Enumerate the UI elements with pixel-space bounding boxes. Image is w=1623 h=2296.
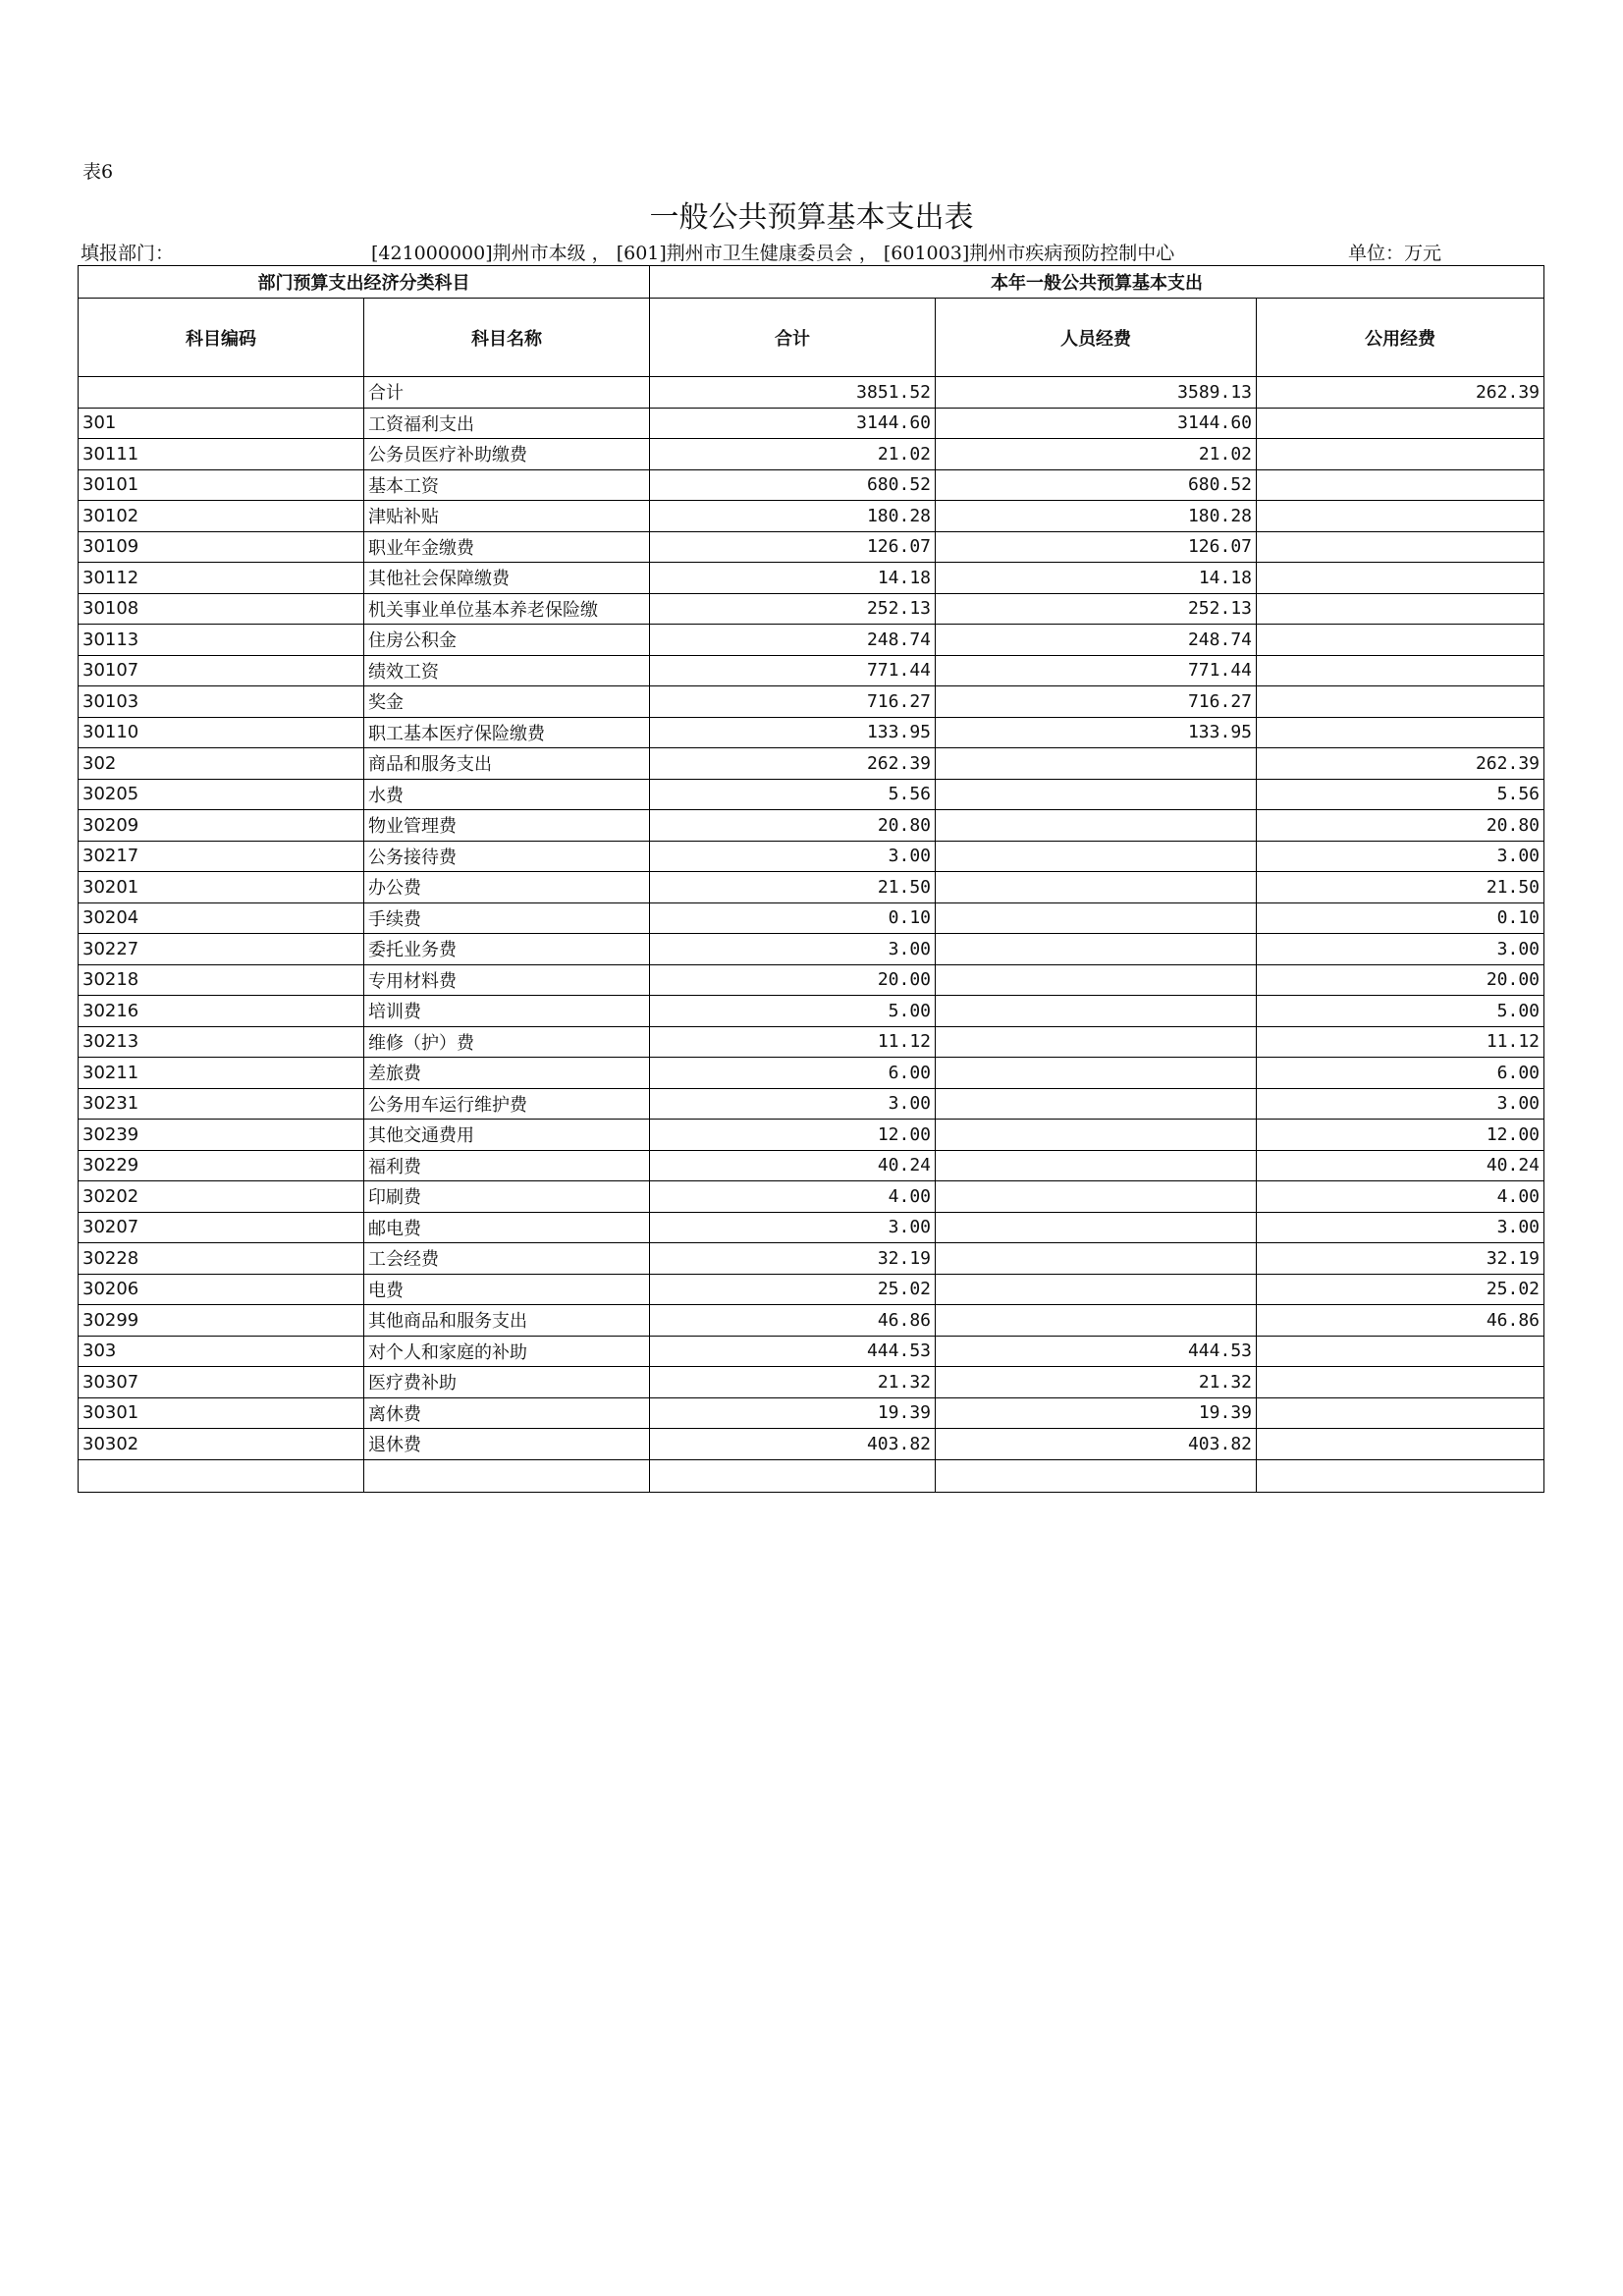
cell-code: 30231 xyxy=(79,1088,364,1120)
cell-public: 0.10 xyxy=(1257,902,1544,934)
cell-personnel xyxy=(936,902,1257,934)
cell-personnel: 716.27 xyxy=(936,686,1257,718)
cell-public xyxy=(1257,408,1544,439)
table-row xyxy=(79,964,1544,996)
cell-public xyxy=(1257,563,1544,594)
cell-total: 14.18 xyxy=(650,563,936,594)
cell-public: 25.02 xyxy=(1257,1274,1544,1305)
cell-personnel: 126.07 xyxy=(936,531,1257,563)
cell-total: 32.19 xyxy=(650,1243,936,1275)
cell-public xyxy=(1257,1397,1544,1429)
cell-personnel: 771.44 xyxy=(936,655,1257,686)
table-row xyxy=(79,1026,1544,1058)
table-row xyxy=(79,1058,1544,1089)
cell-name: 物业管理费 xyxy=(364,810,650,842)
budget-table xyxy=(78,265,1544,1493)
col-header-public: 公用经费 xyxy=(1257,299,1544,377)
cell-total: 21.32 xyxy=(650,1367,936,1398)
cell-code: 30109 xyxy=(79,531,364,563)
cell-total: 19.39 xyxy=(650,1397,936,1429)
cell-total: 20.80 xyxy=(650,810,936,842)
table-row xyxy=(79,501,1544,532)
cell-total: 262.39 xyxy=(650,748,936,780)
cell-public xyxy=(1257,531,1544,563)
cell-code: 30207 xyxy=(79,1212,364,1243)
cell-total: 3.00 xyxy=(650,934,936,965)
table-number: 表6 xyxy=(82,161,114,183)
cell-name: 差旅费 xyxy=(364,1058,650,1089)
cell-personnel: 248.74 xyxy=(936,625,1257,656)
cell-empty xyxy=(364,1459,650,1492)
table-row xyxy=(79,408,1544,439)
cell-total: 133.95 xyxy=(650,717,936,748)
cell-total: 21.50 xyxy=(650,872,936,903)
cell-name: 委托业务费 xyxy=(364,934,650,965)
cell-name: 电费 xyxy=(364,1274,650,1305)
cell-code: 30227 xyxy=(79,934,364,965)
table-row xyxy=(79,1397,1544,1429)
cell-name: 退休费 xyxy=(364,1429,650,1460)
cell-personnel xyxy=(936,996,1257,1027)
cell-code: 30206 xyxy=(79,1274,364,1305)
cell-total: 716.27 xyxy=(650,686,936,718)
cell-public: 3.00 xyxy=(1257,1088,1544,1120)
cell-code: 303 xyxy=(79,1336,364,1367)
table-row xyxy=(79,625,1544,656)
cell-code: 30202 xyxy=(79,1181,364,1213)
cell-code: 30239 xyxy=(79,1120,364,1151)
cell-code: 30201 xyxy=(79,872,364,903)
cell-personnel xyxy=(936,1305,1257,1337)
cell-total: 46.86 xyxy=(650,1305,936,1337)
table-row xyxy=(79,655,1544,686)
cell-name: 公务员医疗补助缴费 xyxy=(364,439,650,470)
cell-total: 6.00 xyxy=(650,1058,936,1089)
cell-total: 25.02 xyxy=(650,1274,936,1305)
cell-public: 3.00 xyxy=(1257,841,1544,872)
cell-name: 手续费 xyxy=(364,902,650,934)
cell-public: 20.00 xyxy=(1257,964,1544,996)
cell-personnel: 133.95 xyxy=(936,717,1257,748)
cell-public: 20.80 xyxy=(1257,810,1544,842)
table-row xyxy=(79,779,1544,810)
cell-public: 11.12 xyxy=(1257,1026,1544,1058)
cell-name: 合计 xyxy=(364,377,650,409)
cell-code: 30299 xyxy=(79,1305,364,1337)
table-body xyxy=(79,377,1544,1493)
table-row xyxy=(79,1120,1544,1151)
cell-empty xyxy=(1257,1459,1544,1492)
cell-total: 403.82 xyxy=(650,1429,936,1460)
cell-public: 262.39 xyxy=(1257,377,1544,409)
cell-name: 邮电费 xyxy=(364,1212,650,1243)
table-row xyxy=(79,531,1544,563)
table-row-blank xyxy=(79,1459,1544,1492)
cell-total: 3851.52 xyxy=(650,377,936,409)
cell-name: 绩效工资 xyxy=(364,655,650,686)
cell-name: 奖金 xyxy=(364,686,650,718)
cell-code: 30213 xyxy=(79,1026,364,1058)
cell-empty xyxy=(936,1459,1257,1492)
cell-public xyxy=(1257,625,1544,656)
cell-public: 262.39 xyxy=(1257,748,1544,780)
cell-total: 20.00 xyxy=(650,964,936,996)
table-row xyxy=(79,1212,1544,1243)
cell-code: 30204 xyxy=(79,902,364,934)
table-row xyxy=(79,686,1544,718)
cell-code: 30209 xyxy=(79,810,364,842)
table-row xyxy=(79,810,1544,842)
cell-total: 4.00 xyxy=(650,1181,936,1213)
cell-public: 3.00 xyxy=(1257,1212,1544,1243)
cell-public xyxy=(1257,439,1544,470)
cell-total: 3.00 xyxy=(650,1212,936,1243)
cell-public: 12.00 xyxy=(1257,1120,1544,1151)
cell-total: 0.10 xyxy=(650,902,936,934)
cell-code: 30107 xyxy=(79,655,364,686)
unit-label: 单位：万元 xyxy=(1348,243,1442,264)
cell-name: 对个人和家庭的补助 xyxy=(364,1336,650,1367)
cell-personnel xyxy=(936,1243,1257,1275)
cell-code: 30216 xyxy=(79,996,364,1027)
cell-personnel: 180.28 xyxy=(936,501,1257,532)
cell-public xyxy=(1257,655,1544,686)
cell-public: 4.00 xyxy=(1257,1181,1544,1213)
cell-code: 30228 xyxy=(79,1243,364,1275)
cell-total: 444.53 xyxy=(650,1336,936,1367)
cell-personnel xyxy=(936,1026,1257,1058)
table-row xyxy=(79,902,1544,934)
cell-code: 30108 xyxy=(79,593,364,625)
table-row xyxy=(79,1150,1544,1181)
cell-code: 30101 xyxy=(79,469,364,501)
col-header-personnel: 人员经费 xyxy=(936,299,1257,377)
cell-public xyxy=(1257,1367,1544,1398)
table-row xyxy=(79,1274,1544,1305)
cell-code: 30113 xyxy=(79,625,364,656)
cell-personnel: 19.39 xyxy=(936,1397,1257,1429)
cell-name: 住房公积金 xyxy=(364,625,650,656)
cell-public xyxy=(1257,1429,1544,1460)
cell-total: 680.52 xyxy=(650,469,936,501)
cell-code: 30229 xyxy=(79,1150,364,1181)
dept-label: 填报部门： xyxy=(81,243,175,264)
cell-code: 30112 xyxy=(79,563,364,594)
table-row xyxy=(79,841,1544,872)
cell-name: 专用材料费 xyxy=(364,964,650,996)
cell-personnel: 14.18 xyxy=(936,563,1257,594)
cell-personnel xyxy=(936,1150,1257,1181)
cell-public xyxy=(1257,717,1544,748)
cell-empty xyxy=(79,1459,364,1492)
cell-personnel xyxy=(936,779,1257,810)
table-row xyxy=(79,469,1544,501)
cell-total: 248.74 xyxy=(650,625,936,656)
cell-total: 3.00 xyxy=(650,841,936,872)
cell-personnel xyxy=(936,1058,1257,1089)
cell-personnel xyxy=(936,841,1257,872)
cell-code: 30301 xyxy=(79,1397,364,1429)
col-header-code: 科目编码 xyxy=(79,299,364,377)
cell-name: 职业年金缴费 xyxy=(364,531,650,563)
cell-total: 3.00 xyxy=(650,1088,936,1120)
cell-total: 771.44 xyxy=(650,655,936,686)
cell-personnel xyxy=(936,1274,1257,1305)
cell-personnel xyxy=(936,964,1257,996)
table-row xyxy=(79,717,1544,748)
cell-code: 302 xyxy=(79,748,364,780)
cell-code: 30102 xyxy=(79,501,364,532)
cell-name: 工会经费 xyxy=(364,1243,650,1275)
cell-public xyxy=(1257,593,1544,625)
cell-total: 252.13 xyxy=(650,593,936,625)
cell-name: 公务用车运行维护费 xyxy=(364,1088,650,1120)
cell-public xyxy=(1257,686,1544,718)
cell-name: 工资福利支出 xyxy=(364,408,650,439)
cell-public: 32.19 xyxy=(1257,1243,1544,1275)
cell-personnel: 21.02 xyxy=(936,439,1257,470)
cell-public: 6.00 xyxy=(1257,1058,1544,1089)
cell-total: 180.28 xyxy=(650,501,936,532)
cell-total: 11.12 xyxy=(650,1026,936,1058)
cell-total: 5.56 xyxy=(650,779,936,810)
cell-personnel xyxy=(936,748,1257,780)
table-row xyxy=(79,1429,1544,1460)
table-row xyxy=(79,377,1544,409)
cell-code: 30218 xyxy=(79,964,364,996)
cell-public xyxy=(1257,1336,1544,1367)
cell-total: 12.00 xyxy=(650,1120,936,1151)
cell-personnel: 3589.13 xyxy=(936,377,1257,409)
cell-empty xyxy=(650,1459,936,1492)
cell-total: 40.24 xyxy=(650,1150,936,1181)
cell-code: 30103 xyxy=(79,686,364,718)
cell-total: 3144.60 xyxy=(650,408,936,439)
cell-name: 福利费 xyxy=(364,1150,650,1181)
cell-code: 30307 xyxy=(79,1367,364,1398)
cell-personnel xyxy=(936,1120,1257,1151)
cell-name: 其他商品和服务支出 xyxy=(364,1305,650,1337)
table-row xyxy=(79,439,1544,470)
cell-name: 职工基本医疗保险缴费 xyxy=(364,717,650,748)
cell-personnel: 403.82 xyxy=(936,1429,1257,1460)
cell-name: 维修（护）费 xyxy=(364,1026,650,1058)
table-row xyxy=(79,748,1544,780)
table-row xyxy=(79,593,1544,625)
cell-name: 离休费 xyxy=(364,1397,650,1429)
cell-name: 其他交通费用 xyxy=(364,1120,650,1151)
cell-total: 21.02 xyxy=(650,439,936,470)
cell-name: 培训费 xyxy=(364,996,650,1027)
cell-personnel xyxy=(936,1212,1257,1243)
cell-name: 水费 xyxy=(364,779,650,810)
cell-personnel xyxy=(936,1088,1257,1120)
cell-code: 30211 xyxy=(79,1058,364,1089)
table-row xyxy=(79,1336,1544,1367)
table-row xyxy=(79,1243,1544,1275)
cell-personnel: 444.53 xyxy=(936,1336,1257,1367)
group-header-left: 部门预算支出经济分类科目 xyxy=(79,266,650,299)
cell-public: 5.56 xyxy=(1257,779,1544,810)
cell-public: 21.50 xyxy=(1257,872,1544,903)
table-row xyxy=(79,996,1544,1027)
table-row xyxy=(79,934,1544,965)
cell-name: 商品和服务支出 xyxy=(364,748,650,780)
table-row xyxy=(79,1367,1544,1398)
cell-name: 其他社会保障缴费 xyxy=(364,563,650,594)
cell-name: 基本工资 xyxy=(364,469,650,501)
cell-public: 5.00 xyxy=(1257,996,1544,1027)
cell-code: 30111 xyxy=(79,439,364,470)
cell-personnel: 3144.60 xyxy=(936,408,1257,439)
page-title: 一般公共预算基本支出表 xyxy=(649,200,974,235)
cell-code: 30217 xyxy=(79,841,364,872)
cell-personnel: 680.52 xyxy=(936,469,1257,501)
cell-personnel xyxy=(936,810,1257,842)
group-header-right: 本年一般公共预算基本支出 xyxy=(650,266,1544,299)
cell-code: 30110 xyxy=(79,717,364,748)
table-row xyxy=(79,563,1544,594)
table-row xyxy=(79,1181,1544,1213)
cell-code: 301 xyxy=(79,408,364,439)
cell-public: 40.24 xyxy=(1257,1150,1544,1181)
cell-name: 办公费 xyxy=(364,872,650,903)
table-row xyxy=(79,1305,1544,1337)
cell-public: 3.00 xyxy=(1257,934,1544,965)
cell-total: 126.07 xyxy=(650,531,936,563)
cell-name: 机关事业单位基本养老保险缴 xyxy=(364,593,650,625)
table-row xyxy=(79,1088,1544,1120)
cell-personnel xyxy=(936,1181,1257,1213)
cell-personnel xyxy=(936,934,1257,965)
cell-name: 印刷费 xyxy=(364,1181,650,1213)
cell-personnel xyxy=(936,872,1257,903)
cell-code: 30205 xyxy=(79,779,364,810)
dept-value: [421000000]荆州市本级 ， [601]荆州市卫生健康委员会 ， [601003]荆州市疾病预防控制中心 xyxy=(371,243,1175,264)
table-row xyxy=(79,872,1544,903)
col-header-total: 合计 xyxy=(650,299,936,377)
cell-code: 30302 xyxy=(79,1429,364,1460)
cell-personnel: 21.32 xyxy=(936,1367,1257,1398)
col-header-name: 科目名称 xyxy=(364,299,650,377)
cell-personnel: 252.13 xyxy=(936,593,1257,625)
cell-total: 5.00 xyxy=(650,996,936,1027)
cell-code xyxy=(79,377,364,409)
cell-name: 医疗费补助 xyxy=(364,1367,650,1398)
cell-public xyxy=(1257,469,1544,501)
cell-public xyxy=(1257,501,1544,532)
cell-name: 津贴补贴 xyxy=(364,501,650,532)
cell-public: 46.86 xyxy=(1257,1305,1544,1337)
cell-name: 公务接待费 xyxy=(364,841,650,872)
